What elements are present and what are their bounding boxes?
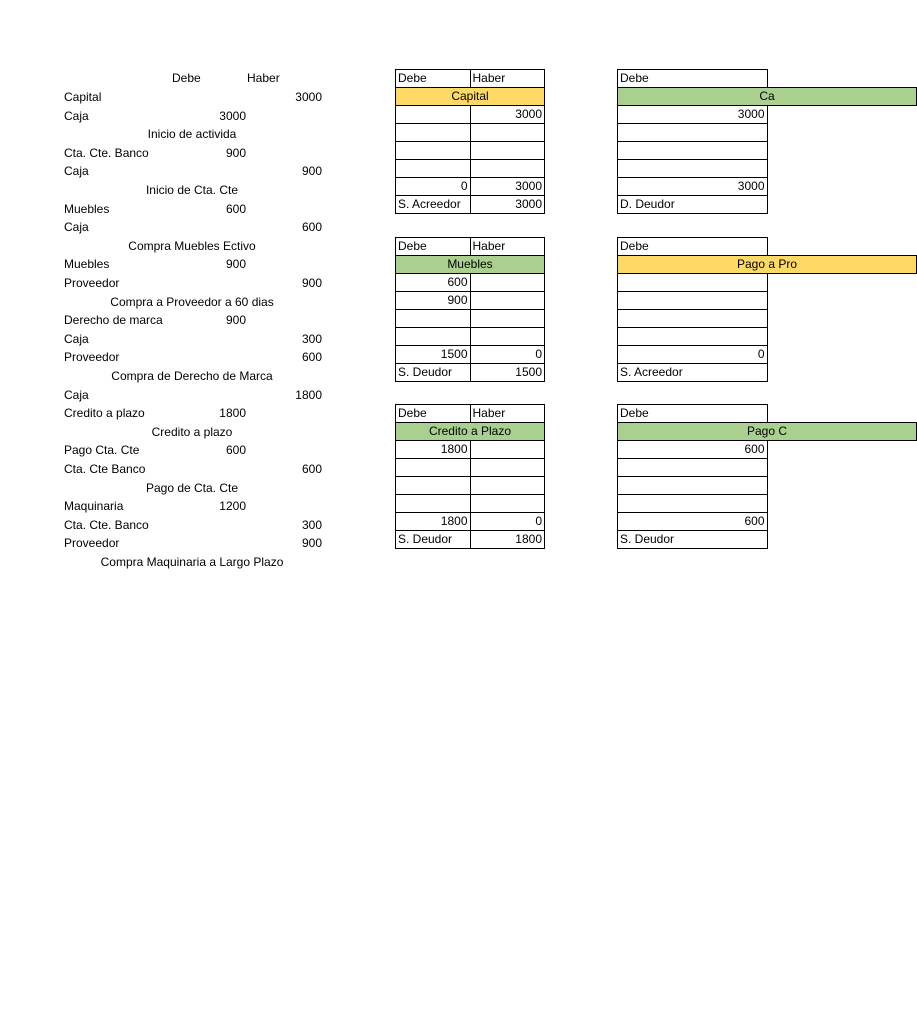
journal-account-label: Caja [64,331,89,346]
journal-haber-value: 600 [301,462,322,476]
t-header-debe: Debe [396,238,471,256]
journal-row [62,311,322,329]
journal-row [62,497,322,515]
t-cell [396,310,471,328]
t-account-title: Pago a Pro [618,256,917,274]
journal-debe-value: 1200 [219,499,246,514]
journal-account-label: Muebles [64,201,110,216]
t-total-haber: 0 [470,513,545,531]
journal-debe-value: 900 [225,313,246,328]
t-cell [396,142,471,160]
t-saldo-label: S. Deudor [618,531,768,549]
t-account-pago-c-clipped [617,404,788,564]
journal-debe-value: 600 [225,201,246,216]
journal-row [62,441,322,459]
t-account-muebles [395,237,545,382]
journal-header [62,69,322,87]
journal-caption [62,479,322,497]
journal-header-haber: Haber [247,71,280,85]
t-header-haber: Haber [470,238,545,256]
journal-haber-value: 900 [301,536,322,551]
journal-account-label: Proveedor [64,350,120,365]
journal-caption [62,181,322,199]
journal-row [62,386,322,404]
journal-caption-text: Compra Maquinaria a Largo Plazo [100,555,284,569]
t-cell [396,106,471,124]
journal-haber-value: 900 [301,164,322,179]
journal-account-label: Caja [64,164,89,179]
t-cell: 1800 [396,441,471,459]
t-header-debe: Debe [618,405,768,423]
journal-row [62,200,322,218]
journal-debe-value: 1800 [219,406,246,421]
t-cell [618,310,768,328]
t-cell [470,495,545,513]
t-total-debe: 1500 [396,346,471,364]
journal-caption [62,367,322,385]
journal-account-label: Proveedor [64,536,120,551]
t-header-debe: Debe [618,238,768,256]
t-header-haber: Haber [470,405,545,423]
journal-account-label: Caja [64,108,89,123]
journal-caption-text: Pago de Cta. Cte [145,480,239,495]
t-account-title: Capital [396,88,545,106]
journal-caption-text: Inicio de activida [147,127,237,142]
journal-row [62,348,322,366]
t-cell: 3000 [618,106,768,124]
t-header-haber: Haber [470,70,545,88]
journal-account-label: Capital [64,90,102,104]
t-total-debe: 1800 [396,513,471,531]
journal-debe-value: 600 [225,443,246,458]
t-cell [618,292,768,310]
t-saldo-label: D. Deudor [618,196,768,214]
journal-row [62,88,322,106]
journal-row [62,218,322,236]
t-cell [618,495,768,513]
journal-caption [62,293,322,311]
journal-account-label: Pago Cta. Cte [64,443,140,458]
journal-row [62,404,322,422]
t-total-haber: 3000 [470,178,545,196]
t-total-debe: 0 [618,346,768,364]
journal-account-label: Maquinaria [64,499,124,514]
journal-debe-value: 900 [225,145,246,160]
journal-haber-value: 300 [301,517,322,532]
journal-account-label: Credito a plazo [64,406,145,421]
t-account-title: Ca [618,88,917,106]
t-cell [618,459,768,477]
journal-account-label: Cta. Cte Banco [64,462,146,476]
t-cell [618,328,768,346]
t-cell [470,459,545,477]
journal-haber-value: 600 [301,350,322,365]
journal-caption-text: Compra de Derecho de Marca [111,369,273,383]
t-cell [470,160,545,178]
journal-caption [62,125,322,143]
journal-debe-value: 900 [225,257,246,272]
journal-account-label: Muebles [64,257,110,272]
t-cell [618,274,768,292]
t-cell [470,142,545,160]
journal-caption-text: Credito a plazo [151,424,233,439]
t-total-haber: 0 [470,346,545,364]
journal-caption [62,553,322,571]
journal-account-label: Cta. Cte. Banco [64,517,149,532]
journal-caption-text: Compra a Proveedor a 60 dias [110,294,274,309]
journal-header-debe: Debe [172,71,201,85]
t-cell [396,477,471,495]
t-saldo-value: 1500 [470,364,545,382]
journal-row [62,330,322,348]
journal-account-label: Derecho de marca [64,313,163,328]
t-account-title: Pago C [618,423,917,441]
t-cell [470,274,545,292]
t-account-credito-a-plazo [395,404,545,549]
t-account-pago-a-pro-clipped [617,237,798,397]
t-header-debe: Debe [618,70,768,88]
t-total-debe: 0 [396,178,471,196]
t-cell [470,292,545,310]
journal-caption [62,237,322,255]
t-saldo-label: S. Acreedor [618,364,768,382]
t-total-debe: 3000 [618,178,768,196]
journal-row [62,144,322,162]
journal-caption-text: Compra Muebles Ectivo [128,238,256,253]
t-cell [618,142,768,160]
journal-haber-value: 900 [301,276,322,290]
t-total-debe: 600 [618,513,768,531]
t-header-debe: Debe [396,405,471,423]
t-account-title: Credito a Plazo [396,423,545,441]
journal-haber-value: 3000 [295,90,322,104]
t-cell [470,328,545,346]
t-cell [618,124,768,142]
journal-account-label: Caja [64,387,89,402]
t-saldo-label: S. Deudor [396,364,471,382]
t-cell [396,124,471,142]
journal-haber-value: 600 [301,220,322,235]
journal-debe-value: 3000 [219,108,246,123]
journal-caption [62,423,322,441]
t-cell [470,124,545,142]
t-saldo-value: 3000 [470,196,545,214]
t-cell: 600 [618,441,768,459]
t-saldo-value: 1800 [470,531,545,549]
t-account-title: Muebles [396,256,545,274]
t-cell [618,160,768,178]
journal-row [62,255,322,273]
t-cell: 600 [396,274,471,292]
t-cell [470,441,545,459]
t-account-capital [395,69,545,214]
journal-haber-value: 300 [301,331,322,346]
t-cell [470,310,545,328]
journal-account-label: Caja [64,220,89,235]
t-cell [470,477,545,495]
journal-row [62,274,322,292]
journal-row [62,162,322,180]
journal-account-label: Proveedor [64,276,120,290]
t-saldo-label: S. Deudor [396,531,471,549]
t-cell [396,459,471,477]
journal-row [62,107,322,125]
t-cell [396,160,471,178]
journal-row [62,534,322,552]
t-cell: 900 [396,292,471,310]
t-cell [396,328,471,346]
journal-caption-text: Inicio de Cta. Cte [145,183,239,197]
journal-account-label: Cta. Cte. Banco [64,145,149,160]
t-cell [396,495,471,513]
t-saldo-label: S. Acreedor [396,196,471,214]
journal-haber-value: 1800 [295,387,322,402]
t-cell [618,477,768,495]
journal-row [62,460,322,478]
t-header-debe: Debe [396,70,471,88]
t-cell: 3000 [470,106,545,124]
journal-row [62,516,322,534]
t-account-ca-clipped [617,69,775,229]
